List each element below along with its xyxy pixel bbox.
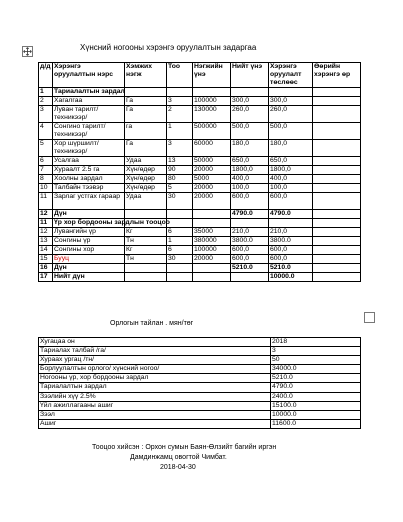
table-cell: 16 xyxy=(39,264,53,273)
footer-author: Дамдинжамц овогтой Чимбат. xyxy=(130,454,227,461)
table-cell: 7 xyxy=(39,166,53,175)
table-cell: Сонгины хор xyxy=(53,246,125,255)
summary-row xyxy=(39,410,361,419)
table-cell: 6 xyxy=(39,157,53,166)
table-cell xyxy=(313,166,361,175)
summary-cell: 11600.0 xyxy=(271,419,361,428)
table-cell: Кг xyxy=(125,246,167,255)
table-row xyxy=(39,228,361,237)
table-cell: Үр хор бордооны зардлын тооцоо xyxy=(54,219,170,226)
table-row xyxy=(39,273,361,282)
summary-cell: 3 xyxy=(271,347,361,356)
table-cell: 600,0 xyxy=(231,193,269,210)
table-row xyxy=(39,184,361,193)
table-row xyxy=(39,175,361,184)
table-cell: 50000 xyxy=(193,157,231,166)
table-cell xyxy=(313,157,361,166)
summary-cell: 34000.0 xyxy=(271,365,361,374)
table-cell: Хор шүршилт/техникээр/ xyxy=(53,140,125,157)
table-cell xyxy=(313,175,361,184)
table-cell: 1 xyxy=(39,88,53,97)
table-cell: 300,0 xyxy=(231,97,269,106)
table-cell: 30 xyxy=(167,193,193,210)
table-cell: 3 xyxy=(167,140,193,157)
income-summary-table xyxy=(38,337,361,429)
table-cell xyxy=(313,246,361,255)
table-cell xyxy=(313,106,361,123)
summary-cell: Ногооны үр, хор бордооны зардал xyxy=(39,374,271,383)
table-cell: Нийт дүн xyxy=(53,273,125,282)
table-row xyxy=(39,210,361,219)
header-cell: Өөрийн хэрэнгэ өр xyxy=(313,63,361,88)
table-cell xyxy=(313,219,361,228)
table-cell: 210,0 xyxy=(269,228,313,237)
table-cell: 380000 xyxy=(193,237,231,246)
table-cell: 5210.0 xyxy=(231,264,269,273)
summary-cell: 2018 xyxy=(271,338,361,347)
summary-cell: 5210.0 xyxy=(271,374,361,383)
document-title: Хүнсний ногооны хэрэнгэ оруулалтын задаргаа xyxy=(80,43,257,52)
table-cell: 80 xyxy=(167,175,193,184)
table-cell: 35000 xyxy=(193,228,231,237)
table-cell xyxy=(313,228,361,237)
summary-row xyxy=(39,356,361,365)
table-cell: 1800,0 xyxy=(231,166,269,175)
table-cell: 650,0 xyxy=(231,157,269,166)
summary-row xyxy=(39,338,361,347)
footer-date: 2018-04-30 xyxy=(160,464,196,471)
table-cell xyxy=(193,264,231,273)
summary-row xyxy=(39,383,361,392)
table-row xyxy=(39,106,361,123)
table-row xyxy=(39,219,361,228)
table-cell: 2 xyxy=(167,106,193,123)
summary-cell: Үйл ажиллагааны ашиг xyxy=(39,401,271,410)
table-cell: 100000 xyxy=(193,246,231,255)
summary-cell: 2400.0 xyxy=(271,392,361,401)
table-cell: 300,0 xyxy=(269,97,313,106)
table-cell: 17 xyxy=(39,273,53,282)
table-cell xyxy=(231,273,269,282)
table-row xyxy=(39,237,361,246)
table-cell xyxy=(313,140,361,157)
table-cell xyxy=(231,219,269,228)
table-cell: 100,0 xyxy=(269,184,313,193)
summary-row xyxy=(39,347,361,356)
table-cell: га xyxy=(125,123,167,140)
table-cell: 3800.0 xyxy=(231,237,269,246)
summary-cell: 10000.0 xyxy=(271,410,361,419)
table-cell: 5 xyxy=(167,184,193,193)
table-cell: 13 xyxy=(167,157,193,166)
table-cell: Хүн/өдөр xyxy=(125,184,167,193)
table-cell: 12 xyxy=(39,228,53,237)
table-cell: 5000 xyxy=(193,175,231,184)
header-cell: д/д xyxy=(39,63,53,88)
table-cell: 5210.0 xyxy=(269,264,313,273)
header-cell: Хэрэнгэ оруулалтын нэрс xyxy=(53,63,125,88)
table-cell: 650,0 xyxy=(269,157,313,166)
table-cell: Хагалгаа xyxy=(53,97,125,106)
table-cell: Усалгаа xyxy=(53,157,125,166)
table-cell: 180,0 xyxy=(231,140,269,157)
table-cell: 5 xyxy=(39,140,53,157)
table-cell: 10000.0 xyxy=(269,273,313,282)
summary-row xyxy=(39,392,361,401)
table-cell xyxy=(193,219,231,228)
table-cell: 600,0 xyxy=(231,246,269,255)
table-cell xyxy=(313,273,361,282)
table-cell: 15 xyxy=(39,255,53,264)
summary-cell: Тариалалтын зардал xyxy=(39,383,271,392)
table-header-row xyxy=(39,63,361,88)
table-cell: 2 xyxy=(39,97,53,106)
table-cell: 30 xyxy=(167,255,193,264)
table-cell: Кг xyxy=(125,228,167,237)
table-cell: 500,0 xyxy=(231,123,269,140)
table-cell: 210,0 xyxy=(231,228,269,237)
checkbox[interactable] xyxy=(364,312,375,323)
table-cell: Хүн/өдөр xyxy=(125,175,167,184)
table-cell xyxy=(313,193,361,210)
table-cell: 20000 xyxy=(193,255,231,264)
table-cell xyxy=(125,273,167,282)
table-cell xyxy=(313,97,361,106)
summary-cell: 4790.0 xyxy=(271,383,361,392)
table-row xyxy=(39,97,361,106)
summary-cell: Тариалах талбай /га/ xyxy=(39,347,271,356)
table-cell: Сонгины үр xyxy=(53,237,125,246)
table-row xyxy=(39,166,361,175)
table-cell: Удаа xyxy=(125,193,167,210)
table-cell: 1800,0 xyxy=(269,166,313,175)
investment-breakdown-table xyxy=(38,62,361,282)
table-cell xyxy=(125,264,167,273)
summary-cell: Хураах ургац /тн/ xyxy=(39,356,271,365)
table-cell: 6 xyxy=(167,228,193,237)
table-cell xyxy=(193,210,231,219)
table-cell: 4790.0 xyxy=(269,210,313,219)
table-cell: Хураалт 2.5 га xyxy=(53,166,125,175)
table-cell xyxy=(269,88,313,97)
table-cell: 400,0 xyxy=(269,175,313,184)
table-cell: Лувангийн үр xyxy=(53,228,125,237)
table-cell xyxy=(313,264,361,273)
table-cell: 20000 xyxy=(193,193,231,210)
header-cell: Хэмжих нэгж xyxy=(125,63,167,88)
table-cell: Дүн xyxy=(53,264,125,273)
footer-prepared-by: Тооцоо хийсэн : Орхон сумын Баян-Өлзийт багийн иргэн xyxy=(92,444,277,451)
table-cell: 500,0 xyxy=(269,123,313,140)
summary-cell: Зээл xyxy=(39,410,271,419)
table-cell: Хүн/өдөр xyxy=(125,166,167,175)
table-row xyxy=(39,88,361,97)
header-cell: Хэрэнгэ оруулалт төслөөс xyxy=(269,63,313,88)
summary-cell: Хугацаа он xyxy=(39,338,271,347)
table-cell: Талбайн тээвэр xyxy=(53,184,125,193)
table-cell: 12 xyxy=(39,210,53,219)
table-cell: Сонгино тарилт/техникээр/ xyxy=(53,123,125,140)
summary-row xyxy=(39,419,361,428)
table-row xyxy=(39,264,361,273)
table-cell: 3 xyxy=(167,97,193,106)
table-cell: 8 xyxy=(39,175,53,184)
table-cell: Зарлаг устгах гараар xyxy=(53,193,125,210)
table-row xyxy=(39,193,361,210)
summary-cell: Борлуулалтын орлого/ хүнсний ногоо/ xyxy=(39,365,271,374)
table-cell xyxy=(313,123,361,140)
table-cell: 130000 xyxy=(193,106,231,123)
table-cell: 3 xyxy=(39,106,53,123)
table-cell: 1 xyxy=(167,123,193,140)
table-cell xyxy=(125,88,167,97)
summary-row xyxy=(39,401,361,410)
table-cell: 100,0 xyxy=(231,184,269,193)
table-cell xyxy=(193,88,231,97)
table-cell: 13 xyxy=(39,237,53,246)
table-cell: Га xyxy=(125,106,167,123)
table-cell xyxy=(231,88,269,97)
table-cell: 6 xyxy=(167,246,193,255)
table-cell xyxy=(167,273,193,282)
table-cell xyxy=(269,219,313,228)
table-cell xyxy=(313,237,361,246)
table-row xyxy=(39,123,361,140)
table-cell: Га xyxy=(125,97,167,106)
table-cell: 260,0 xyxy=(231,106,269,123)
table-cell: Тариалалтын зардал xyxy=(54,88,125,95)
table-cell: 600,0 xyxy=(269,246,313,255)
table-cell: 600,0 xyxy=(231,255,269,264)
table-cell: Тн xyxy=(125,237,167,246)
table-cell: Луван тарилт/техникээр/ xyxy=(53,106,125,123)
income-report-label: Орлогын тайлан . мян/төг xyxy=(110,320,194,327)
table-cell: Дүн xyxy=(53,210,125,219)
header-cell: Нэгжийн үнэ xyxy=(193,63,231,88)
table-cell: 260,0 xyxy=(269,106,313,123)
table-cell: 100000 xyxy=(193,97,231,106)
table-cell: 14 xyxy=(39,246,53,255)
summary-cell: 50 xyxy=(271,356,361,365)
table-cell: 60000 xyxy=(193,140,231,157)
table-cell: 11 xyxy=(39,193,53,210)
table-cell xyxy=(313,88,361,97)
table-cell: Тн xyxy=(125,255,167,264)
table-cell: 10 xyxy=(39,184,53,193)
table-cell: Бууц xyxy=(53,255,125,264)
table-cell: 600,0 xyxy=(269,193,313,210)
table-cell: 11 xyxy=(39,219,53,228)
table-cell: 4790.0 xyxy=(231,210,269,219)
table-cell: Хоолны зардал xyxy=(53,175,125,184)
table-row xyxy=(39,246,361,255)
table-cell xyxy=(193,273,231,282)
header-cell: Нийт үнэ xyxy=(231,63,269,88)
table-cell: 400,0 xyxy=(231,175,269,184)
header-cell: Тоо xyxy=(167,63,193,88)
table-cell xyxy=(125,210,167,219)
table-cell: 500000 xyxy=(193,123,231,140)
table-cell xyxy=(313,255,361,264)
table-row xyxy=(39,140,361,157)
table-cell: 4 xyxy=(39,123,53,140)
table-cell: 600,0 xyxy=(269,255,313,264)
summary-cell: Ашиг xyxy=(39,419,271,428)
summary-cell: Зээлийн хүү 2.5% xyxy=(39,392,271,401)
table-cell: 20000 xyxy=(193,184,231,193)
summary-row xyxy=(39,365,361,374)
table-row xyxy=(39,157,361,166)
table-cell xyxy=(313,184,361,193)
table-cell: Га xyxy=(125,140,167,157)
table-row xyxy=(39,255,361,264)
summary-cell: 15100.0 xyxy=(271,401,361,410)
table-cell: 3800.0 xyxy=(269,237,313,246)
table-cell xyxy=(167,210,193,219)
table-cell xyxy=(313,210,361,219)
move-arrows-icon[interactable] xyxy=(22,46,33,57)
table-cell: 180,0 xyxy=(269,140,313,157)
table-cell: Удаа xyxy=(125,157,167,166)
table-cell: 90 xyxy=(167,166,193,175)
table-cell xyxy=(167,88,193,97)
table-cell: 20000 xyxy=(193,166,231,175)
table-cell xyxy=(167,264,193,273)
table-cell xyxy=(167,219,193,228)
table-cell: 1 xyxy=(167,237,193,246)
summary-row xyxy=(39,374,361,383)
